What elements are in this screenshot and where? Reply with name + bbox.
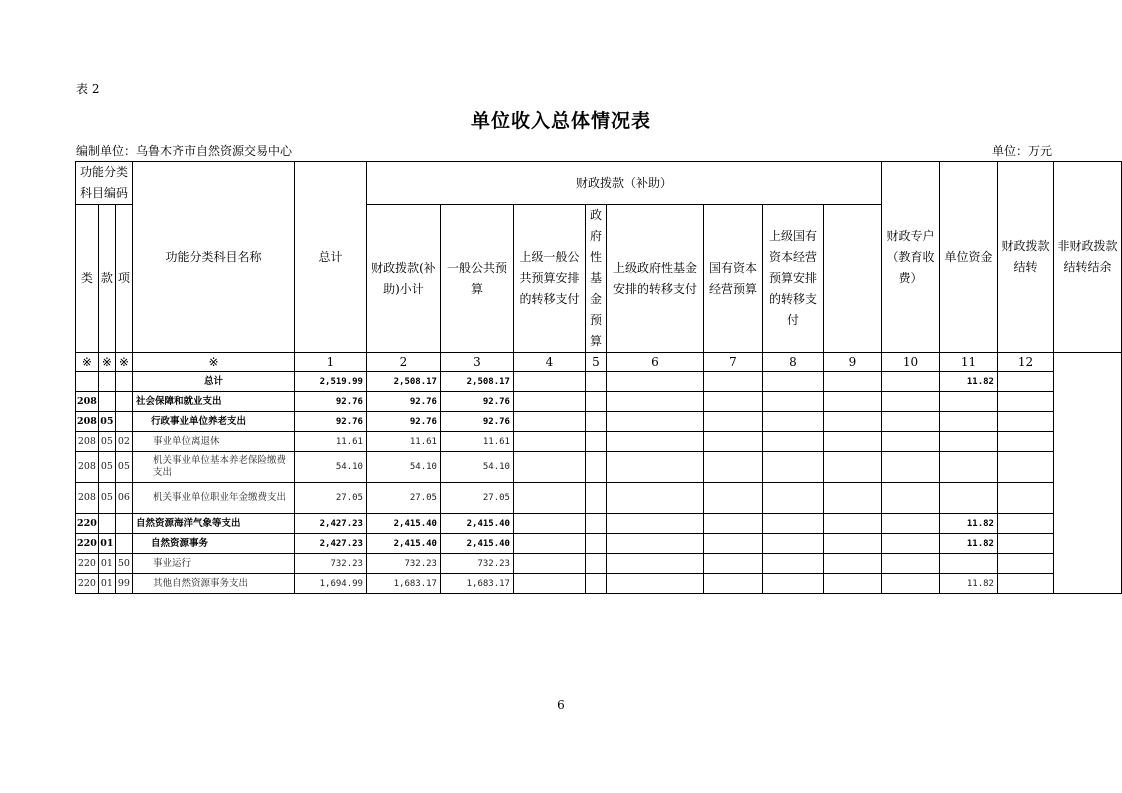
index-cell: ※ — [76, 353, 99, 372]
unit-funds-cell — [881, 483, 939, 514]
general-budget-cell: 92.76 — [440, 412, 513, 432]
lei-cell: 220 — [76, 574, 99, 594]
fiscal-carryover-cell — [939, 432, 997, 452]
table-row — [76, 554, 1122, 574]
fiscal-special-cell — [823, 483, 881, 514]
total-header: 总计 — [294, 162, 366, 353]
gov-fund-cell — [585, 412, 606, 432]
gov-fund-cell — [585, 483, 606, 514]
fiscal-special-cell — [823, 514, 881, 534]
page-number: 6 — [557, 698, 565, 712]
gov-fund-cell — [585, 514, 606, 534]
gov-fund-cell — [585, 452, 606, 483]
lei-cell: 220 — [76, 514, 99, 534]
xiang-cell: 99 — [115, 574, 132, 594]
unit-funds-cell — [881, 392, 939, 412]
lei-cell: 220 — [76, 554, 99, 574]
upper-general-transfer-cell — [513, 514, 585, 534]
index-cell: ※ — [132, 353, 294, 372]
fiscal-carryover-cell: 11.82 — [939, 534, 997, 554]
upper-capital-transfer-cell — [762, 514, 823, 534]
total-cell: 732.23 — [294, 554, 366, 574]
nonfiscal-carryover-cell — [997, 452, 1053, 483]
upper-capital-transfer-cell — [762, 534, 823, 554]
upper-fund-transfer-cell — [606, 514, 703, 534]
fiscal-subtotal-cell: 2,508.17 — [366, 372, 440, 392]
lei-cell: 208 — [76, 392, 99, 412]
gov-fund-cell — [585, 372, 606, 392]
fiscal-subtotal-cell: 2,415.40 — [366, 514, 440, 534]
func-name-cell: 事业运行 — [132, 554, 294, 574]
total-cell: 2,519.99 — [294, 372, 366, 392]
income-summary-table — [75, 161, 1122, 594]
general-budget-cell: 2,415.40 — [440, 534, 513, 554]
fiscal-subtotal-header: 财政拨款(补助)小计 — [366, 205, 440, 353]
fiscal-carryover-header: 财政拨款结转 — [997, 162, 1053, 353]
kuan-cell: 05 — [98, 483, 115, 514]
fiscal-special-cell — [823, 372, 881, 392]
gov-fund-cell — [585, 534, 606, 554]
xiang-cell — [115, 514, 132, 534]
table-row — [76, 392, 1122, 412]
nonfiscal-carryover-header: 非财政拨款结转结余 — [1053, 162, 1121, 353]
fiscal-carryover-cell — [939, 452, 997, 483]
state-capital-cell — [703, 392, 762, 412]
upper-capital-transfer-cell — [762, 574, 823, 594]
table-row — [76, 574, 1122, 594]
kuan-cell: 05 — [98, 412, 115, 432]
nonfiscal-carryover-cell — [997, 372, 1053, 392]
upper-general-transfer-cell — [513, 483, 585, 514]
fiscal-special-cell — [823, 554, 881, 574]
upper-capital-transfer-cell — [762, 452, 823, 483]
upper-fund-transfer-cell — [606, 534, 703, 554]
kuan-cell: 05 — [98, 432, 115, 452]
table-row — [76, 432, 1122, 452]
upper-fund-transfer-cell — [606, 554, 703, 574]
page-title: 单位收入总体情况表 — [470, 110, 651, 132]
unit-funds-cell — [881, 432, 939, 452]
compiling-unit: 编制单位：乌鲁木齐市自然资源交易中心 — [76, 144, 293, 158]
func-name-cell: 机关事业单位职业年金缴费支出 — [132, 483, 294, 514]
fiscal-special-cell — [823, 452, 881, 483]
index-cell: ※ — [98, 353, 115, 372]
fiscal-subtotal-cell: 1,683.17 — [366, 574, 440, 594]
upper-capital-transfer-cell — [762, 412, 823, 432]
table-row — [76, 534, 1122, 554]
index-cell: 6 — [606, 353, 703, 372]
kuan-cell — [98, 392, 115, 412]
general-budget-cell: 27.05 — [440, 483, 513, 514]
gov-fund-cell — [585, 392, 606, 412]
total-cell: 92.76 — [294, 392, 366, 412]
func-name-cell: 行政事业单位养老支出 — [132, 412, 294, 432]
fiscal-carryover-cell — [939, 392, 997, 412]
func-name-cell: 自然资源海洋气象等支出 — [132, 514, 294, 534]
index-cell: 11 — [939, 353, 997, 372]
general-budget-header: 一般公共预算 — [440, 205, 513, 353]
total-cell: 2,427.23 — [294, 514, 366, 534]
state-capital-cell — [703, 554, 762, 574]
func-name-cell: 社会保障和就业支出 — [132, 392, 294, 412]
state-capital-cell — [703, 372, 762, 392]
xiang-cell: 06 — [115, 483, 132, 514]
xiang-cell — [115, 392, 132, 412]
fiscal-special-cell — [823, 392, 881, 412]
state-capital-header: 国有资本经营预算 — [703, 205, 762, 353]
upper-general-transfer-cell — [513, 574, 585, 594]
column-index-row — [76, 353, 1122, 372]
nonfiscal-carryover-cell — [997, 392, 1053, 412]
nonfiscal-carryover-cell — [997, 574, 1053, 594]
lei-cell: 208 — [76, 432, 99, 452]
lei-header: 类 — [76, 205, 99, 353]
unit-funds-cell — [881, 554, 939, 574]
table-row — [76, 372, 1122, 392]
state-capital-cell — [703, 483, 762, 514]
index-cell: 3 — [440, 353, 513, 372]
xiang-cell — [115, 412, 132, 432]
total-cell: 2,427.23 — [294, 534, 366, 554]
fiscal-subtotal-cell: 2,415.40 — [366, 534, 440, 554]
kuan-cell — [98, 514, 115, 534]
nonfiscal-carryover-cell — [997, 432, 1053, 452]
xiang-cell: 50 — [115, 554, 132, 574]
kuan-cell — [98, 372, 115, 392]
upper-general-transfer-cell — [513, 534, 585, 554]
fiscal-subtotal-cell: 92.76 — [366, 392, 440, 412]
upper-capital-transfer-cell — [762, 483, 823, 514]
nonfiscal-carryover-cell — [997, 483, 1053, 514]
index-cell: 1 — [294, 353, 366, 372]
upper-fund-transfer-cell — [606, 483, 703, 514]
lei-cell: 220 — [76, 534, 99, 554]
fiscal-subtotal-cell: 92.76 — [366, 412, 440, 432]
upper-fund-transfer-cell — [606, 412, 703, 432]
fiscal-carryover-cell — [939, 412, 997, 432]
general-budget-cell: 11.61 — [440, 432, 513, 452]
total-cell: 54.10 — [294, 452, 366, 483]
kuan-cell: 01 — [98, 534, 115, 554]
state-capital-cell — [703, 574, 762, 594]
upper-fund-transfer-cell — [606, 452, 703, 483]
xiang-header: 项 — [115, 205, 132, 353]
upper-general-transfer-cell — [513, 372, 585, 392]
total-cell: 92.76 — [294, 412, 366, 432]
kuan-cell: 05 — [98, 452, 115, 483]
general-budget-cell: 92.76 — [440, 392, 513, 412]
gov-fund-cell — [585, 432, 606, 452]
fiscal-group-header: 财政拨款（补助） — [366, 162, 881, 205]
upper-capital-transfer-cell — [762, 372, 823, 392]
fiscal-subtotal-cell: 732.23 — [366, 554, 440, 574]
fiscal-subtotal-cell: 27.05 — [366, 483, 440, 514]
unit-funds-cell — [881, 534, 939, 554]
upper-fund-transfer-cell — [606, 392, 703, 412]
nonfiscal-carryover-cell — [997, 514, 1053, 534]
table-row — [76, 514, 1122, 534]
table-row — [76, 452, 1122, 483]
fiscal-carryover-cell: 11.82 — [939, 574, 997, 594]
table-row — [76, 483, 1122, 514]
general-budget-cell: 1,683.17 — [440, 574, 513, 594]
state-capital-cell — [703, 412, 762, 432]
index-cell: 8 — [762, 353, 823, 372]
xiang-cell: 02 — [115, 432, 132, 452]
nonfiscal-carryover-cell — [997, 534, 1053, 554]
kuan-header: 款 — [98, 205, 115, 353]
unit-funds-cell — [881, 574, 939, 594]
table-body — [76, 372, 1122, 594]
unit-funds-header: 单位资金 — [939, 162, 997, 353]
gov-fund-cell — [585, 554, 606, 574]
state-capital-cell — [703, 452, 762, 483]
upper-general-transfer-cell — [513, 452, 585, 483]
upper-fund-transfer-cell — [606, 372, 703, 392]
fiscal-special-cell — [823, 432, 881, 452]
index-cell: 9 — [823, 353, 881, 372]
lei-cell: 208 — [76, 412, 99, 432]
fiscal-carryover-cell — [939, 554, 997, 574]
xiang-cell — [115, 534, 132, 554]
lei-cell: 208 — [76, 483, 99, 514]
unit-funds-cell — [881, 372, 939, 392]
upper-general-transfer-cell — [513, 432, 585, 452]
gov-fund-cell — [585, 574, 606, 594]
func-name-cell: 机关事业单位基本养老保险缴费支出 — [132, 452, 294, 483]
xiang-cell: 05 — [115, 452, 132, 483]
general-budget-cell: 2,415.40 — [440, 514, 513, 534]
xiang-cell — [115, 372, 132, 392]
general-budget-cell: 732.23 — [440, 554, 513, 574]
fiscal-special-cell — [823, 534, 881, 554]
unit-funds-cell — [881, 412, 939, 432]
index-cell: 2 — [366, 353, 440, 372]
lei-cell — [76, 372, 99, 392]
fiscal-special-cell — [823, 574, 881, 594]
general-budget-cell: 54.10 — [440, 452, 513, 483]
total-cell: 11.61 — [294, 432, 366, 452]
func-name-cell: 总计 — [132, 372, 294, 392]
func-name-header: 功能分类科目名称 — [132, 162, 294, 353]
upper-fund-transfer-cell — [606, 432, 703, 452]
state-capital-cell — [703, 432, 762, 452]
func-name-cell: 自然资源事务 — [132, 534, 294, 554]
upper-general-transfer-cell — [513, 554, 585, 574]
table-row — [76, 412, 1122, 432]
fiscal-special-cell — [823, 412, 881, 432]
upper-general-transfer-cell — [513, 392, 585, 412]
func-code-header: 功能分类科目编码 — [76, 162, 133, 205]
upper-capital-transfer-header: 上级国有资本经营预算安排的转移支付 — [762, 205, 823, 353]
upper-capital-transfer-cell — [762, 392, 823, 412]
unit-funds-cell — [881, 514, 939, 534]
upper-capital-transfer-cell — [762, 432, 823, 452]
unit-funds-cell — [881, 452, 939, 483]
index-cell: ※ — [115, 353, 132, 372]
total-cell: 1,694.99 — [294, 574, 366, 594]
upper-capital-transfer-cell — [762, 554, 823, 574]
nonfiscal-carryover-cell — [997, 412, 1053, 432]
index-cell: 5 — [585, 353, 606, 372]
kuan-cell: 01 — [98, 554, 115, 574]
upper-general-transfer-cell — [513, 412, 585, 432]
index-cell: 7 — [703, 353, 762, 372]
fiscal-subtotal-cell: 11.61 — [366, 432, 440, 452]
upper-fund-transfer-header: 上级政府性基金安排的转移支付 — [606, 205, 703, 353]
upper-fund-transfer-cell — [606, 574, 703, 594]
upper-general-transfer-header: 上级一般公共预算安排的转移支付 — [513, 205, 585, 353]
gov-fund-header: 政府性基金预算 — [585, 205, 606, 353]
fiscal-carryover-cell: 11.82 — [939, 514, 997, 534]
state-capital-cell — [703, 534, 762, 554]
index-cell: 10 — [881, 353, 939, 372]
state-capital-cell — [703, 514, 762, 534]
lei-cell: 208 — [76, 452, 99, 483]
fiscal-special-header: 财政专户（教育收费） — [881, 162, 939, 353]
fiscal-carryover-cell — [939, 483, 997, 514]
func-name-cell: 事业单位离退休 — [132, 432, 294, 452]
kuan-cell: 01 — [98, 574, 115, 594]
func-name-cell: 其他自然资源事务支出 — [132, 574, 294, 594]
index-cell: 4 — [513, 353, 585, 372]
fiscal-subtotal-cell: 54.10 — [366, 452, 440, 483]
index-cell: 12 — [997, 353, 1053, 372]
currency-unit: 单位：万元 — [991, 144, 1052, 158]
general-budget-cell: 2,508.17 — [440, 372, 513, 392]
nonfiscal-carryover-cell — [997, 554, 1053, 574]
total-cell: 27.05 — [294, 483, 366, 514]
table-number: 表 2 — [76, 82, 100, 96]
fiscal-carryover-cell: 11.82 — [939, 372, 997, 392]
